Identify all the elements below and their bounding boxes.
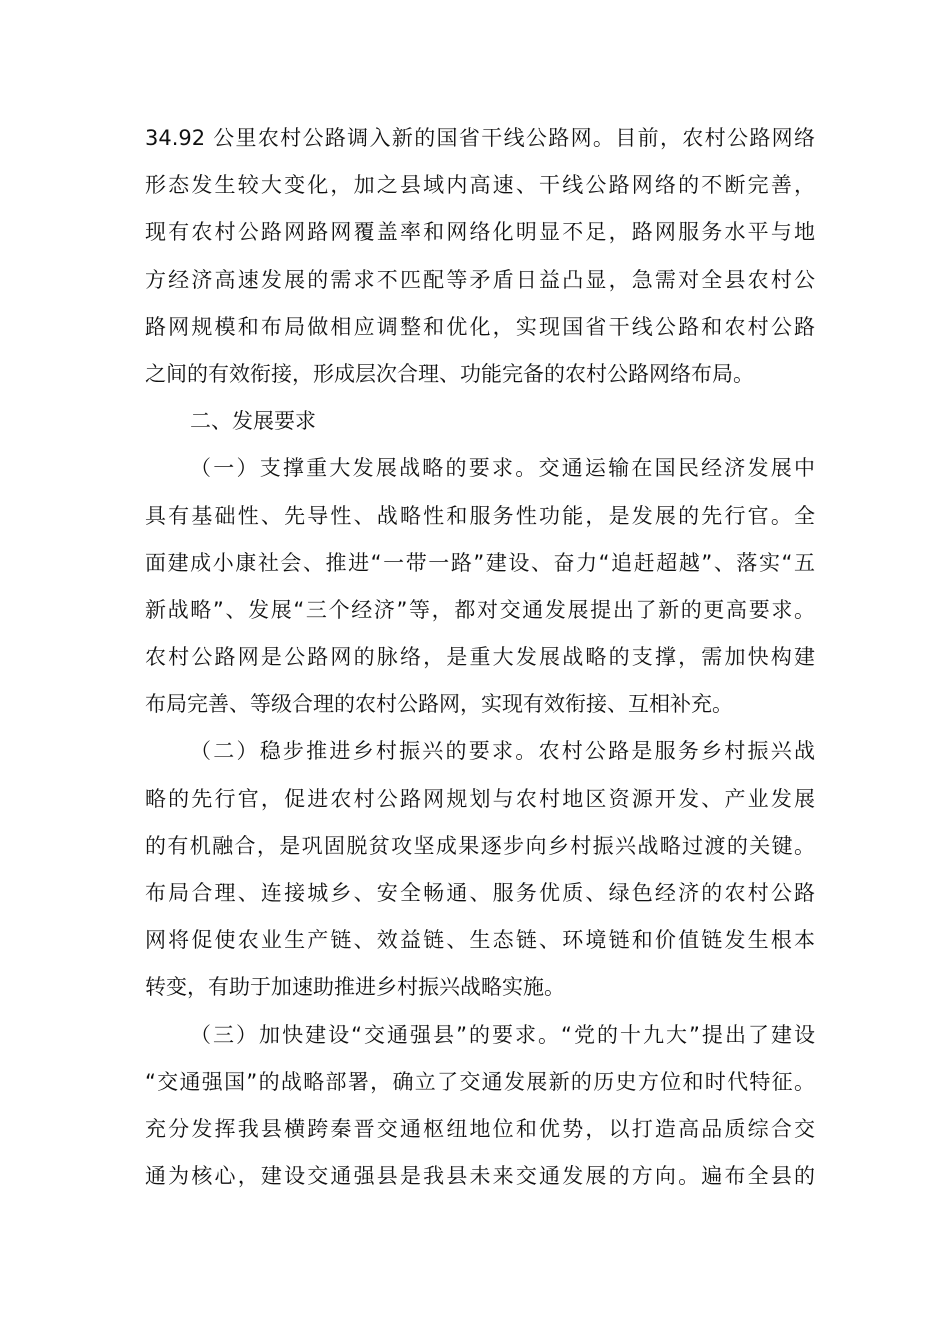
paragraph-first-line: （二）稳步推进乡村振兴的要求。农村公路是服务乡村振兴战 xyxy=(190,739,815,764)
paragraph-line: 充分发挥我县横跨秦晋交通枢纽地位和优势，以打造高品质综合交 xyxy=(145,1116,815,1141)
paragraph-line: 具有基础性、先导性、战略性和服务性功能，是发展的先行官。全 xyxy=(145,503,815,528)
paragraph-line: 面建成小康社会、推进“一带一路”建设、奋力“追赶超越”、落实“五 xyxy=(145,550,815,575)
paragraph-line: 布局完善、等级合理的农村公路网，实现有效衔接、互相补充。 xyxy=(145,692,733,717)
paragraph-line: 新战略”、发展“三个经济”等，都对交通发展提出了新的更高要求。 xyxy=(145,597,815,622)
paragraph-line: 现有农村公路网路网覆盖率和网络化明显不足，路网服务水平与地 xyxy=(145,220,815,245)
paragraph-line: 之间的有效衔接，形成层次合理、功能完备的农村公路网络布局。 xyxy=(145,361,754,386)
paragraph-line: 农村公路网是公路网的脉络，是重大发展战略的支撑，需加快构建 xyxy=(145,645,815,670)
paragraph-line: 布局合理、连接城乡、安全畅通、服务优质、绿色经济的农村公路 xyxy=(145,881,815,905)
paragraph-line: 的有机融合，是巩固脱贫攻坚成果逐步向乡村振兴战略过渡的关键。 xyxy=(145,833,815,858)
paragraph-line: 34.92 公里农村公路调入新的国省干线公路网。目前，农村公路网络 xyxy=(145,126,815,150)
paragraph-line: 通为核心，建设交通强县是我县未来交通发展的方向。遍布全县的 xyxy=(145,1164,815,1189)
paragraph-line: 方经济高速发展的需求不匹配等矛盾日益凸显，急需对全县农村公 xyxy=(145,267,815,292)
paragraph-line: “交通强国”的战略部署，确立了交通发展新的历史方位和时代特征。 xyxy=(145,1069,815,1094)
section-heading: 二、发展要求 xyxy=(190,409,316,434)
paragraph-first-line: （一）支撑重大发展战略的要求。交通运输在国民经济发展中 xyxy=(190,456,815,481)
document-page xyxy=(145,115,815,1200)
paragraph-first-line: （三）加快建设“交通强县”的要求。“党的十九大”提出了建设 xyxy=(190,1022,815,1047)
paragraph-line: 路网规模和布局做相应调整和优化，实现国省干线公路和农村公路 xyxy=(145,314,815,339)
paragraph-line: 形态发生较大变化，加之县域内高速、干线公路网络的不断完善， xyxy=(145,173,815,198)
paragraph-line: 转变，有助于加速助推进乡村振兴战略实施。 xyxy=(145,975,565,1000)
paragraph-line: 略的先行官，促进农村公路网规划与农村地区资源开发、产业发展 xyxy=(145,786,815,811)
paragraph-line: 网将促使农业生产链、效益链、生态链、环境链和价值链发生根本 xyxy=(145,928,815,953)
